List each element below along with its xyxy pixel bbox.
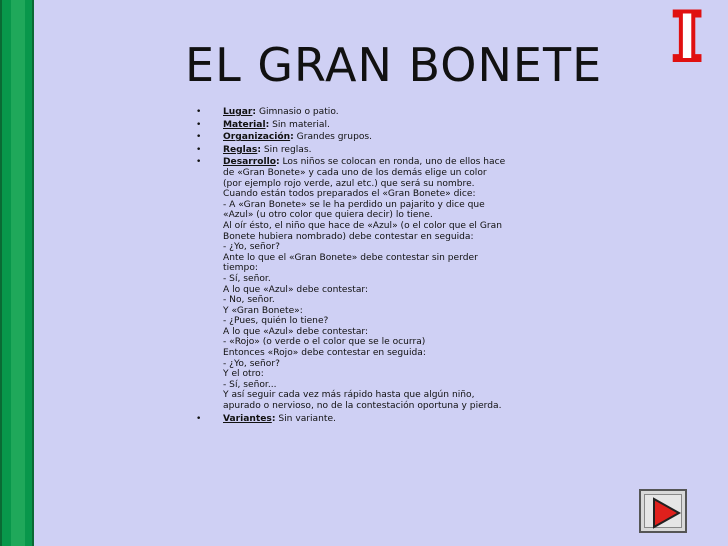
item-key: Lugar — [223, 107, 253, 117]
item-text: Grandes grupos. — [296, 132, 373, 143]
bullet: • — [196, 413, 202, 424]
item-key: Reglas — [223, 144, 258, 155]
desarrollo-line: - Sí, señor... — [223, 379, 277, 390]
bullet: • — [196, 144, 202, 155]
desarrollo-line: Ante lo que el «Gran Bonete» debe contestar sin perder tiempo: — [223, 252, 478, 274]
left-band-stripe — [11, 0, 25, 546]
item-text: Sin material. — [272, 119, 330, 130]
item-key: Desarrollo — [223, 157, 276, 168]
desarrollo-line: Y «Gran Bonete»: — [223, 305, 303, 316]
left-decorative-band — [0, 0, 34, 546]
desarrollo-line: Entonces «Rojo» debe contestar en seguida: — [223, 348, 426, 359]
list-item-reglas: • Reglas: Sin reglas. — [196, 144, 312, 155]
bullet: • — [196, 119, 202, 130]
item-text: Sin reglas. — [263, 144, 312, 155]
list-item-variantes: • Variantes: Sin variante. — [196, 413, 336, 424]
desarrollo-line: - A «Gran Bonete» se le ha perdido un pajarito y dice que «Azul» (u otro color que quiera decir) lo tiene. — [223, 199, 485, 221]
next-slide-button[interactable] — [639, 489, 687, 533]
roman-numeral-icon — [666, 4, 708, 68]
item-text: Sin variante. — [278, 413, 336, 424]
desarrollo-line: Y así seguir cada vez más rápido hasta que algún niño, apurado o nervioso, no de la contestación oportuna y pierda. — [223, 390, 502, 412]
list-item-desarrollo: • Desarrollo: Los niños se colocan en ronda, uno de ellos hace de «Gran Bonete» y cada uno de los demás elige un color (por ejemplo rojo verde, azul etc.) que será su nombre. Cuando están todos preparados el «Gran Bonete» dice: - A «Gran Bonete» se le ha perdido un pajarito y dice que «Azul» (u otro color que quiera decir) lo tiene. Al oír ésto, el niño que hace de «Azul» (o el color que el Gran Bonete hubiera nombrado) debe contestar en seguida: - ¿Yo, señor? Ante lo que el «Gran Bonete» debe contestar sin perder tiempo: - Sí, señor. A lo que «Azul» debe contestar: - No, señor. Y «Gran Bonete»: - ¿Pues, quién lo tiene? A lo que «Azul» debe contestar: - «Rojo» (o verde o el color que se le ocurra) Entonces «Rojo» debe contestar en seguida: - ¿Yo, señor? Y el otro: - Sí, señor... Y así seguir cada vez más rápido hasta que algún niño, apurado o nervioso, no de la contestación oportuna y pierda. — [196, 157, 506, 412]
item-text: Gimnasio o patio. — [258, 107, 339, 117]
item-key: Material — [223, 119, 266, 130]
desarrollo-line: - ¿Yo, señor? — [223, 358, 280, 369]
slide-title: EL GRAN BONETE — [185, 38, 603, 92]
play-icon[interactable] — [645, 495, 685, 531]
desarrollo-line: Al oír ésto, el niño que hace de «Azul» (o el color que el Gran Bonete hubiera nombrado) debe contestar en seguida: — [223, 220, 502, 242]
list-item-material: • Material: Sin material. — [196, 119, 330, 130]
roman-numeral-text: I — [671, 4, 703, 68]
desarrollo-line: - No, señor. — [223, 295, 275, 306]
slide-content — [196, 107, 506, 426]
desarrollo-line: - ¿Pues, quién lo tiene? — [223, 316, 329, 327]
item-key: Variantes — [223, 413, 272, 424]
bullet: • — [196, 107, 202, 117]
desarrollo-line: A lo que «Azul» debe contestar: — [223, 326, 369, 337]
play-button-face[interactable] — [644, 494, 682, 528]
desarrollo-line: Y el otro: — [223, 369, 264, 380]
desarrollo-line: - Sí, señor. — [223, 273, 271, 284]
desarrollo-line: A lo que «Azul» debe contestar: — [223, 284, 369, 295]
item-text: Los niños se colocan en ronda, uno de ellos hace de «Gran Bonete» y cada uno de los demás elige un color (por ejemplo rojo verde, azul etc.) que será su nombre. Cuando están todos preparados el «Gran Bonete» dice: — [223, 157, 506, 200]
item-key: Organización — [223, 132, 291, 143]
desarrollo-line: - ¿Yo, señor? — [223, 242, 280, 253]
list-item-organizacion: • Organización: Grandes grupos. — [196, 132, 373, 143]
bullet: • — [196, 157, 202, 168]
list-item-lugar: • Lugar: Gimnasio o patio. — [196, 107, 339, 117]
bullet: • — [196, 132, 202, 143]
desarrollo-line: - «Rojo» (o verde o el color que se le ocurra) — [223, 337, 426, 348]
